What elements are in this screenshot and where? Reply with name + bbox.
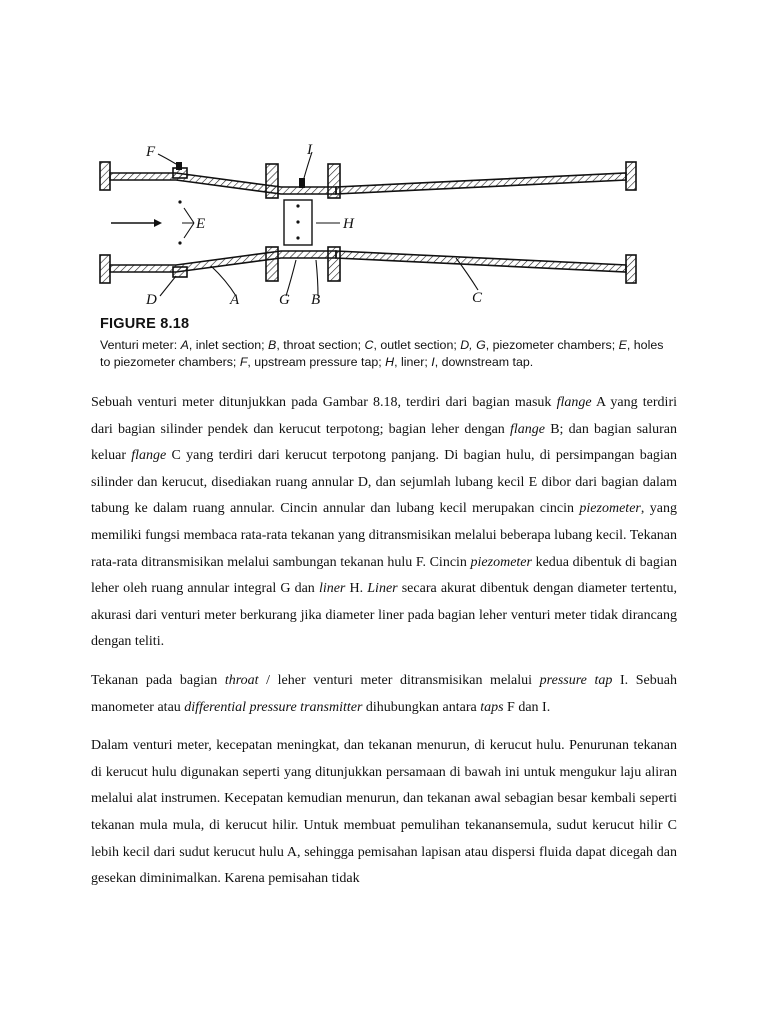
italic-run: taps [480, 699, 504, 715]
text-run: , inlet section; [188, 338, 269, 352]
venturi-meter-diagram [96, 140, 676, 310]
italic-run: A [180, 338, 189, 352]
text-run: C yang terdiri dari kerucut terpotong panjang. Di bagian hulu, di persimpangan bagian silinder dan kerucut, disediakan ruang annular D, dan sejumlah lubang kecil E dibor dari bagian dalam tabung ke dalam ruang annular. Cincin annular dan lubang kecil merupakan cincin [91, 448, 678, 517]
venturi-figure [96, 140, 676, 375]
throat-flange-right-top [328, 164, 340, 198]
outlet-flange-top [626, 162, 636, 190]
label-e: E [196, 216, 206, 232]
text-run: secara akurat dibentuk dengan diameter tertentu, akurasi dari venturi meter berkurang jika diameter liner pada bagian leher venturi meter tidak dirancang dengan teliti. [91, 581, 677, 650]
text-run: , downstream tap. [434, 355, 534, 369]
text-run: Sebuah venturi meter ditunjukkan pada Gambar 8.18, terdiri dari bagian masuk [91, 395, 557, 410]
text-run: F dan I. [503, 699, 551, 715]
label-i: I [307, 142, 312, 158]
italic-run: I [431, 355, 435, 369]
label-b: B [311, 292, 321, 308]
lower-wall-outlet [336, 251, 626, 272]
text-run: , liner; [394, 355, 432, 369]
text-run: Dalam venturi meter, kecepatan meningkat, dan tekanan menurun, di kerucut hulu. Penurunan tekanan di kerucut hulu digunakan seperti yang ditunjukkan persamaan di bawah ini untuk mengukur laju aliran melalui alat instrumen. Kecepatan kemudian menurun, dan tekanan awal sebagian besar kembali seperti tekanan mula mula, di kerucut hilir. Untuk membuat pemulihan tekanansemula, sudut kerucut hilir C lebih kecil dari sudut kerucut hulu A, sehingga pemisahan lapisan atau dispersi fluida dapat dicegah dan gesekan diminimalkan. Karena pemisahan tidak [91, 738, 677, 887]
italic-run: E [618, 338, 627, 352]
italic-run: H [385, 355, 395, 369]
text-run: Tekanan pada bagian [91, 672, 225, 688]
italic-run: flange [556, 395, 592, 410]
text-run: , holes to piezometer chambers; [100, 338, 664, 369]
text-run: / leher venturi meter ditransmisikan melalui [258, 672, 540, 688]
lower-wall-inlet [110, 251, 336, 272]
label-h: H [343, 216, 354, 232]
throat-flange-right-bottom [328, 247, 340, 281]
italic-run: D, G [460, 338, 486, 352]
italic-run: F [239, 355, 248, 369]
italic-run: B [268, 338, 277, 352]
italic-run: pressure tap [539, 672, 613, 688]
text-run: , piezometer chambers; [485, 338, 619, 352]
text-run: Venturi meter: [100, 338, 181, 352]
italic-run: piezometer [579, 501, 641, 517]
label-g: G [279, 292, 290, 308]
text-run: , upstream pressure tap; [247, 355, 386, 369]
figure-caption [100, 337, 675, 371]
italic-run: flange [131, 448, 167, 464]
label-c: C [472, 290, 483, 306]
holes-e-pointers [182, 208, 194, 238]
italic-run: liner [318, 581, 346, 597]
chamber-d-bottom [173, 267, 187, 277]
text-run: dihubungkan antara [362, 699, 481, 715]
italic-run: Liner [367, 581, 398, 597]
label-a: A [230, 292, 240, 308]
text-run: I. Sebuah manometer atau [91, 672, 677, 715]
italic-run: throat [224, 672, 259, 688]
throat-flange-left-top [266, 164, 278, 198]
upper-wall-outlet [336, 173, 626, 194]
italic-run: flange [510, 421, 545, 437]
label-d: D [146, 292, 157, 308]
paragraph-2 [91, 668, 677, 721]
text-run: B; dan bagian saluran keluar [91, 421, 677, 464]
paragraph-1 [91, 390, 677, 656]
article-body [91, 390, 677, 905]
throat-flange-left-bottom [266, 247, 278, 281]
label-f: F [146, 144, 156, 160]
italic-run: C [364, 338, 374, 352]
text-run: , yang memiliki fungsi membaca rata-rata tekanan yang ditransmisikan melalui beberapa lubang kecil. Tekanan rata-rata ditransmisikan melalui sambungan tekanan hulu F. Cincin [91, 501, 677, 570]
paragraph-3 [91, 733, 677, 893]
upstream-tap-f [176, 162, 182, 170]
inlet-flange-top [100, 162, 110, 190]
outlet-flange-bottom [626, 255, 636, 283]
italic-run: piezometer [470, 554, 532, 570]
text-run: H. [345, 581, 368, 597]
figure-title: FIGURE 8.18 [100, 316, 190, 332]
inlet-flange-bottom [100, 255, 110, 283]
downstream-tap-i [299, 178, 305, 188]
italic-run: differential pressure transmitter [184, 699, 363, 715]
text-run: , outlet section; [373, 338, 461, 352]
text-run: , throat section; [276, 338, 365, 352]
text-run: kedua dibentuk di bagian leher oleh ruang annular integral G dan [91, 554, 677, 597]
text-run: A yang terdiri dari bagian silinder pendek dan kerucut terpotong; bagian leher dengan [91, 395, 677, 437]
